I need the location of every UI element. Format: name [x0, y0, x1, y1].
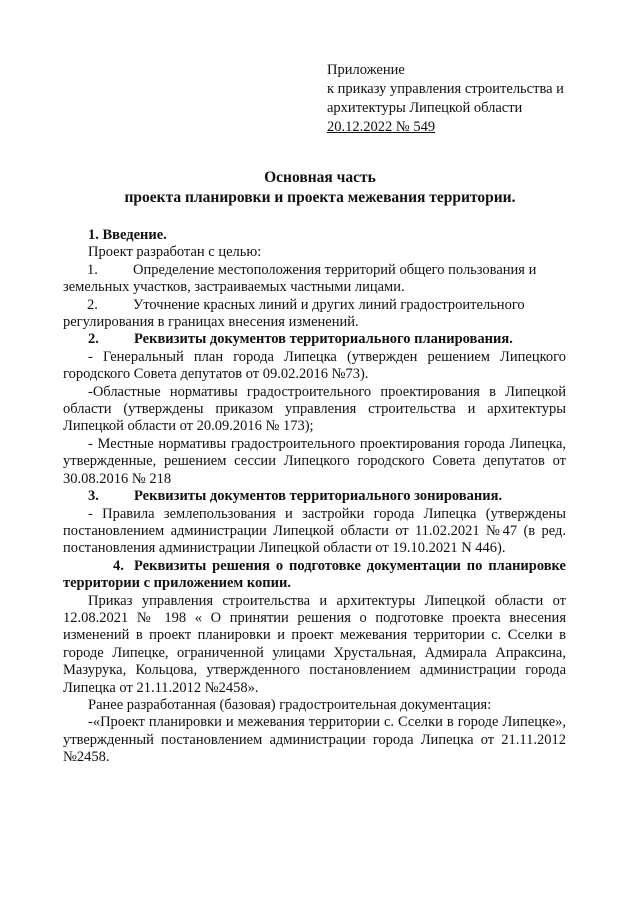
appendix-date-number: 20.12.2022 № 549 — [327, 119, 436, 135]
section-4-para-2: Ранее разработанная (базовая) градостроительная документация: — [88, 696, 492, 713]
section-3-title: Реквизиты документов территориального зонирования. — [134, 488, 503, 505]
item-1-text: Определение местоположения территорий общего пользования и — [133, 261, 537, 278]
section-1-item-1 — [87, 262, 566, 279]
section-2-number: 2. — [88, 331, 99, 348]
appendix-block — [327, 61, 564, 137]
section-4-para-3: -«Проект планировки и межевания территории с. Сселки в городе Липецке», утвержденный постановлением администрации города Липецка от 21.11.2012 №2458. — [63, 714, 566, 766]
section-1-heading: 1. Введение. — [88, 227, 167, 243]
section-4-number: 4. — [113, 557, 124, 574]
appendix-line-1: Приложение — [327, 62, 405, 78]
section-1-item-2 — [87, 297, 566, 314]
appendix-line-3: архитектуры Липецкой области — [327, 100, 523, 116]
document-body — [63, 227, 566, 767]
document-title — [0, 168, 640, 207]
appendix-line-2: к приказу управления строительства и — [327, 81, 564, 97]
section-2-title: Реквизиты документов территориального планирования. — [134, 331, 513, 348]
title-line-1: Основная часть — [264, 169, 376, 186]
section-4-para-1: Приказ управления строительства и архитектуры Липецкой области от 12.08.2021 № 198 « О принятии решения о подготовке проекта внесения изменений в проект планировки и проект межевания территории с. Сселки в городе Липецке, ограниченной улицами Хрустальная, Адмирала Апраксина, Мазурука, Кольцова, утвержденного постановлением администрации города Липецка от 21.11.2012 №2458». — [63, 592, 566, 696]
section-3-para-1: - Правила землепользования и застройки города Липецка (утверждены постановлением администрации Липецкой области от 11.02.2021 №47 (в ред. постановления администрации Липецкой области от 19.10.2021 N 446). — [63, 505, 566, 557]
section-1-item-1-cont: земельных участков, застраиваемых частными лицами. — [63, 279, 405, 296]
section-1-item-2-cont: регулирования в границах внесения изменений. — [63, 314, 359, 331]
section-1-intro: Проект разработан с целью: — [88, 244, 262, 261]
section-2-heading — [88, 331, 566, 348]
item-2-text: Уточнение красных линий и других линий градостроительного — [133, 296, 525, 313]
item-1-number: 1. — [87, 261, 98, 278]
section-2-para-3: - Местные нормативы градостроительного проектирования города Липецка, утвержденные, решением сессии Липецкого городского Совета депутатов от 30.08.2016 № 218 — [63, 435, 566, 487]
section-3-heading — [88, 488, 566, 505]
section-4-title: Реквизиты решения о подготовке документации по планировке территории с приложением копии. — [63, 557, 566, 592]
section-2-para-1: - Генеральный план города Липецка (утвержден решением Липецкого городского Совета депутатов от 09.02.2016 №73). — [63, 348, 566, 383]
item-2-number: 2. — [87, 296, 98, 313]
section-3-number: 3. — [88, 488, 99, 505]
title-line-2: проекта планировки и проекта межевания территории. — [124, 188, 516, 206]
section-4-heading — [63, 558, 566, 593]
section-2-para-2: -Областные нормативы градостроительного проектирования в Липецкой области (утверждены приказом управления строительства и архитектуры Липецкой области от 20.09.2016 № 173); — [63, 383, 566, 435]
